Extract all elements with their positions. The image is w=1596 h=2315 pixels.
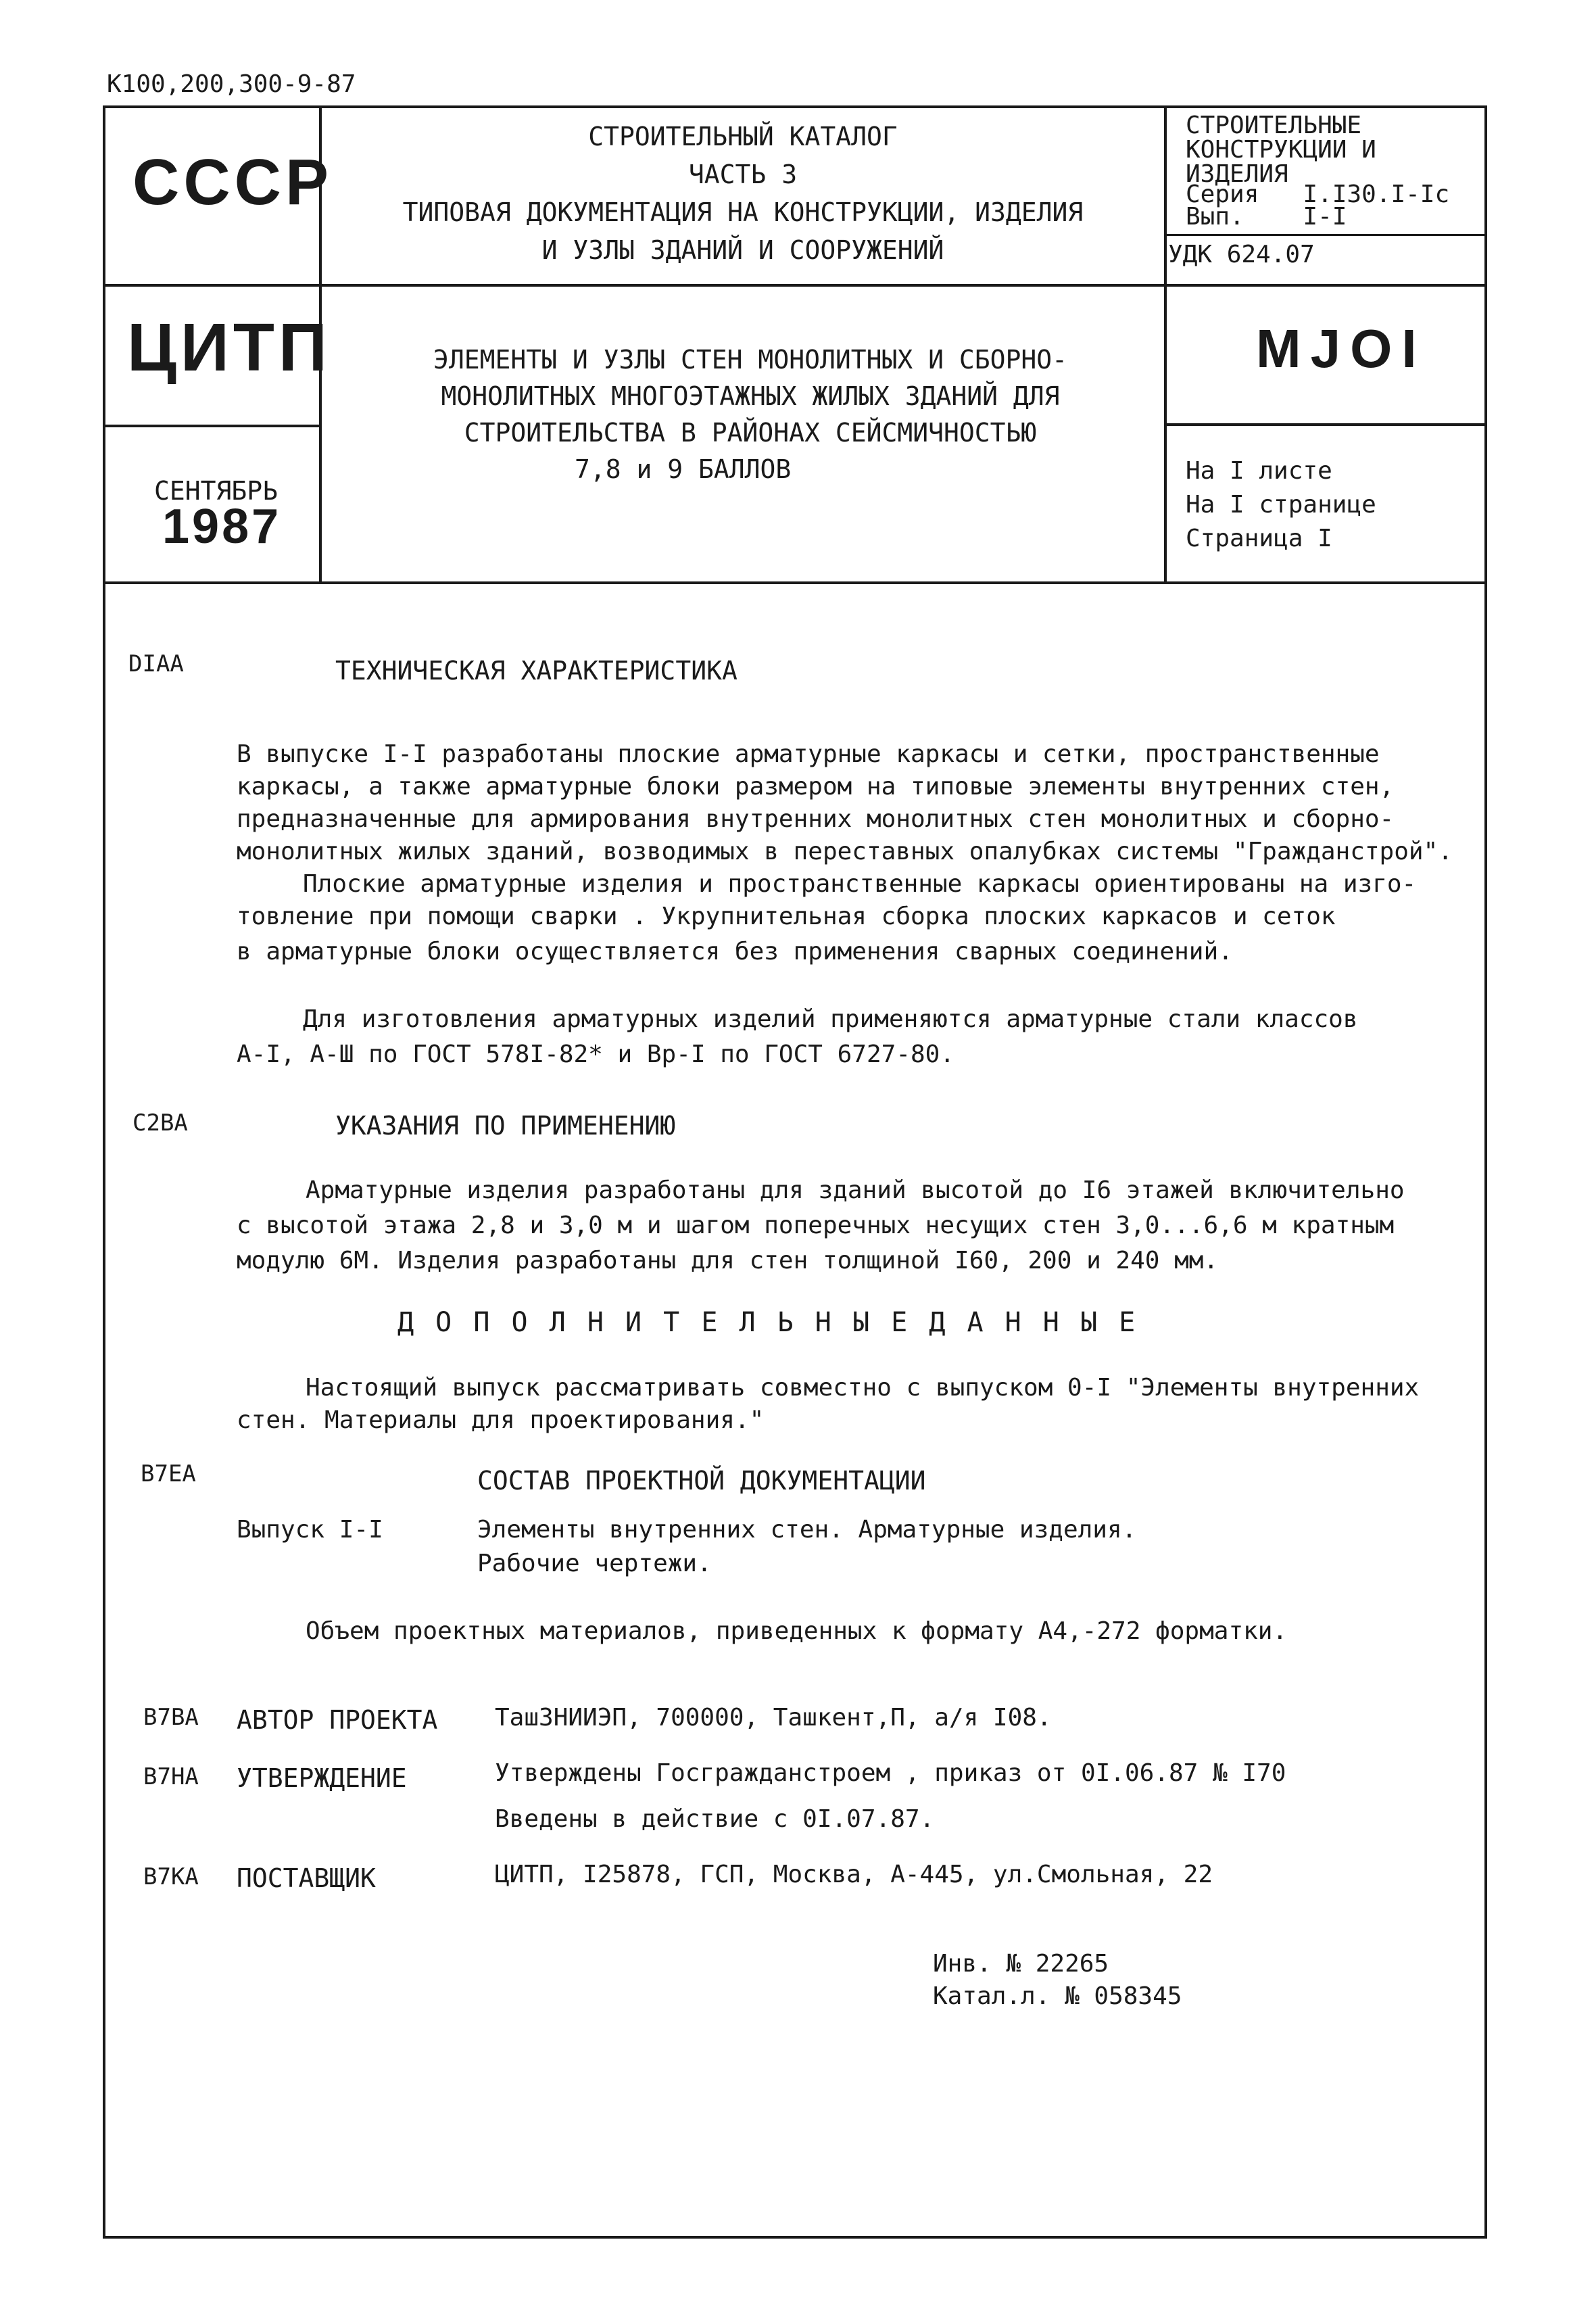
issue-row: Вып. I-I [1186, 203, 1347, 231]
document-code: МJОI [1256, 318, 1426, 379]
series-row: Серия I.I30.I-Ic [1186, 181, 1450, 208]
udk-separator [1164, 234, 1487, 236]
section-title: СТРОИТЕЛЬНЫЕ КОНСТРУКЦИИ И ИЗДЕЛИЯ [1186, 112, 1376, 188]
header-right-split [1164, 423, 1487, 426]
usage-line-2: с высотой этажа 2,8 и 3,0 м и шагом поперечных несущих стен 3,0...6,6 м кратным [237, 1212, 1395, 1239]
header-divider-right [1164, 105, 1167, 584]
tech-line-3: предназначенные для армирования внутренних монолитных стен монолитных и сборно- [237, 805, 1395, 833]
header-bottom-line [103, 581, 1487, 584]
extra-line-2: стен. Материалы для проектирования." [237, 1406, 765, 1434]
composition-issue-line-2: Рабочие чертежи. [477, 1550, 712, 1577]
tech-line-5: Плоские арматурные изделия и пространственные каркасы ориентированы на изго- [303, 870, 1417, 898]
section-title-extra: Д О П О Л Н И Т Е Л Ь Н Ы Е Д А Н Н Ы Е [397, 1307, 1138, 1338]
section-code-tech: DIAA [128, 650, 184, 677]
catalog-sheet-number: Катал.л. № 058345 [933, 1982, 1182, 2010]
section-code-supplier: B7KA [143, 1863, 199, 1890]
approval-label: УТВЕРЖДЕНИЕ [237, 1763, 407, 1793]
supplier-value: ЦИТП, I25878, ГСП, Москва, А-445, ул.Смольная, 22 [495, 1861, 1213, 1888]
approval-effective: Введены в действие с 0I.07.87. [495, 1805, 935, 1833]
header-middle-line [103, 284, 1487, 287]
section-code-author: B7BA [143, 1704, 199, 1731]
supplier-label: ПОСТАВЩИК [237, 1863, 376, 1893]
composition-issue-line-1: Элементы внутренних стен. Арматурные изделия. [477, 1516, 1137, 1544]
udk: УДК 624.07 [1168, 241, 1315, 268]
tech-line-2: каркасы, а также арматурные блоки размером на типовые элементы внутренних стен, [237, 773, 1395, 801]
usage-line-1: Арматурные изделия разработаны для зданий высотой до I6 этажей включительно [306, 1176, 1405, 1204]
sheet-info: На I листе На I странице Страница I [1186, 457, 1376, 552]
org-bottom: ЦИТП [127, 310, 331, 385]
tech-line-6: товление при помощи сварки . Укрупнительная сборка плоских каркасов и сеток [237, 903, 1336, 930]
header-left-split [103, 425, 322, 427]
author-value: ТашЗНИИЭП, 700000, Ташкент,П, а/я I08. [495, 1704, 1052, 1732]
catalog-title: СТРОИТЕЛЬНЫЙ КАТАЛОГ ЧАСТЬ 3 ТИПОВАЯ ДОКУМЕНТАЦИЯ НА КОНСТРУКЦИИ, ИЗДЕЛИЯ И УЗЛЫ ЗДАНИЙ И СООРУЖЕНИЙ [402, 122, 1084, 265]
usage-line-3: модулю 6М. Изделия разработаны для стен толщиной I60, 200 и 240 мм. [237, 1247, 1219, 1274]
composition-volume: Объем проектных материалов, приведенных к формату А4,-272 форматки. [306, 1617, 1288, 1645]
section-code-usage: C2BA [132, 1109, 188, 1137]
tech-line-7: в арматурные блоки осуществляется без применения сварных соединений. [237, 938, 1233, 965]
composition-issue-label: Выпуск I-I [237, 1516, 383, 1544]
extra-line-1: Настоящий выпуск рассматривать совместно с выпуском 0-I "Элементы внутренних [306, 1374, 1420, 1402]
org-top: СССР [132, 146, 333, 218]
date-year: 1987 [162, 500, 282, 554]
document-subject: ЭЛЕМЕНТЫ И УЗЛЫ СТЕН МОНОЛИТНЫХ И СБОРНО- МОНОЛИТНЫХ МНОГОЭТАЖНЫХ ЖИЛЫХ ЗДАНИЙ ДЛЯ СТРОИТЕЛЬСТВА В РАЙОНАХ СЕЙСМИЧНОСТЬЮ 7,8 и 9 БАЛЛОВ [433, 345, 1067, 484]
tech-line-8: Для изготовления арматурных изделий применяются арматурные стали классов [303, 1005, 1358, 1033]
date-month: СЕНТЯБРЬ [154, 476, 279, 506]
author-label: АВТОР ПРОЕКТА [237, 1705, 438, 1735]
section-code-approval: B7HA [143, 1763, 199, 1790]
section-title-composition: СОСТАВ ПРОЕКТНОЙ ДОКУМЕНТАЦИИ [477, 1466, 926, 1496]
section-title-usage: УКАЗАНИЯ ПО ПРИМЕНЕНИЮ [335, 1111, 676, 1141]
tech-line-1: В выпуске I-I разработаны плоские арматурные каркасы и сетки, пространственные [237, 740, 1380, 768]
approval-value: Утверждены Госгражданстроем , приказ от 0I.06.87 № I70 [495, 1759, 1286, 1787]
inventory-number: Инв. № 22265 [933, 1950, 1109, 1978]
section-title-tech: ТЕХНИЧЕСКАЯ ХАРАКТЕРИСТИКА [335, 656, 737, 686]
tech-line-4: монолитных жилых зданий, возводимых в переставных опалубках системы "Гражданстрой". [237, 838, 1453, 865]
section-code-composition: B7EA [141, 1460, 196, 1487]
document-reference: К100,200,300-9-87 [107, 70, 356, 98]
tech-line-9: А-I, А-Ш по ГОСТ 578I-82* и Вр-I по ГОСТ 6727-80. [237, 1041, 955, 1068]
